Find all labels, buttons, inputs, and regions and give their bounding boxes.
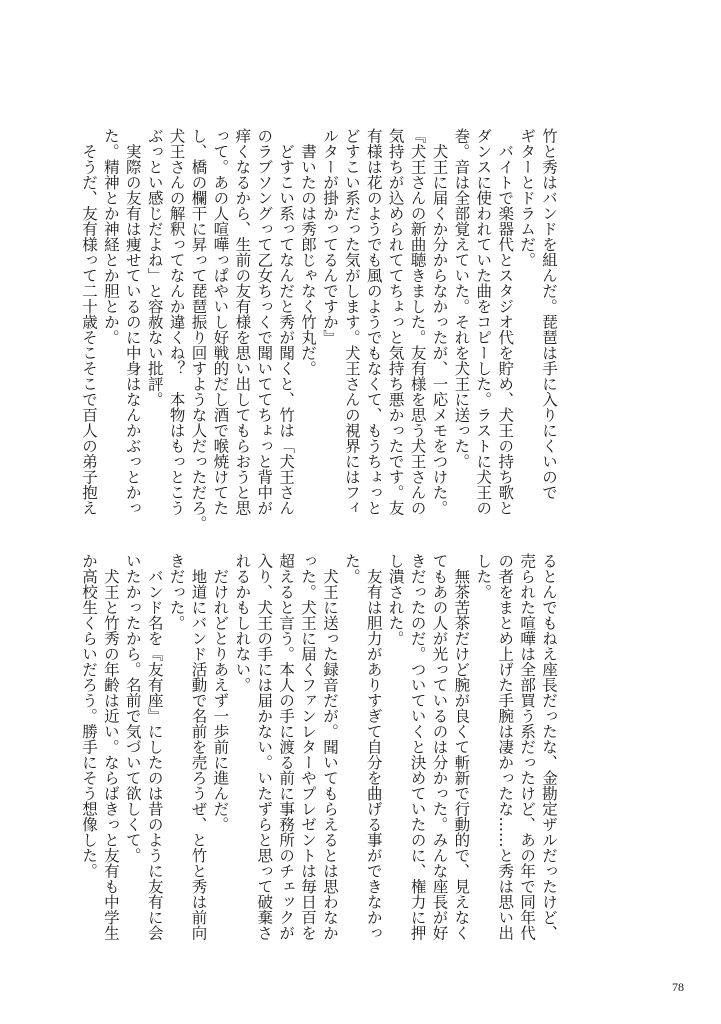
text-column: ぶっとい感じだよね」と容赦ない批評。 [145, 128, 164, 407]
text-column: のラブソングって乙女ちっくで聞いててちょっと背中が [255, 128, 274, 516]
text-column: 地道にバンド活動で名前を売ろうぜ、と竹と秀は前向 [189, 553, 208, 941]
text-column: バイトで楽器代とスタジオ代を貯め、犬王の持ち歌と [496, 128, 515, 516]
text-column: って。あの人喧嘩っぱやいし好戦的だし酒で喉焼けてた [211, 128, 230, 516]
text-column: の者をまとめ上げた手腕は凄かったな……と秀は思い出 [496, 553, 515, 941]
text-column: 犬王と竹秀の年齢は近い。ならばきっと友有も中学生 [101, 553, 120, 941]
text-column: 入り、犬王の手には届かない。いたずらと思って破棄さ [255, 553, 274, 941]
text-column: 痒くなるから、生前の友有様を思い出してもらおうと思 [233, 128, 252, 516]
text-column: てもあの人が光っているのは分かった。みんな座長が好 [430, 553, 449, 941]
text-column: 犬王に届くか分からなかったが、一応メモをつけた。 [430, 128, 449, 516]
text-column: 有様は花のようでも風のようでもなくて、もうちょっと [364, 128, 383, 516]
text-column: ギターとドラムだ。 [518, 128, 537, 268]
text-column: どすこい系だった気がします。犬王さんの視界にはフィ [342, 128, 361, 516]
text-column: か高校生くらいだろう。勝手にそう想像した。 [79, 553, 98, 879]
text-column: 書いたのは秀郎じゃなく竹丸だ。 [299, 128, 318, 376]
text-column: し、橋の欄干に昇って琵琶振り回すような人だっただろ。 [189, 128, 208, 531]
text-column: そうだ、友有様って二十歳そこそこで百人の弟子抱え [79, 128, 98, 516]
text-column: し潰された。 [386, 553, 405, 646]
text-column: った。犬王に届くファンレターやプレゼントは毎日百を [299, 553, 318, 941]
text-column: ダンスに使われていた曲をコピーした。ラストに犬王の [474, 128, 493, 516]
text-column: れるかもしれない。 [233, 553, 252, 693]
text-column: 犬王さんの解釈ってなんか違くね？ 本物はもっとこう [167, 128, 186, 516]
text-column: どすこい系ってなんだと秀が聞くと、竹は「犬王さん [277, 128, 296, 516]
text-column: 実際の友有は痩せているのに中身はなんかぶっとかっ [123, 128, 142, 516]
text-column: ルターが掛かってるんですか』 [320, 128, 339, 345]
text-column: るとんでもねえ座長だったな、金勘定ザルだったけど、 [540, 553, 558, 941]
text-column: いたかったから。名前で気づいて欲しくて。 [123, 553, 142, 863]
upper-text-block [77, 128, 559, 531]
text-column: 気持ちが込められててちょっと気持ち悪かったです。友 [386, 128, 405, 516]
text-column: きだったのだ。ついていくと決めていたのに、権力に押 [408, 553, 427, 941]
text-column: 売られた喧嘩は全部買う系だったけど、あの年で同年代 [518, 553, 537, 941]
text-column: した。 [474, 553, 493, 600]
text-column: 無茶苦茶だけど腕が良くて斬新で行動的で、見えなく [452, 553, 471, 941]
text-column: 犬王に送った録音だが。聞いてもらえるとは思わなか [320, 553, 339, 941]
text-column: 超えると言う。本人の手に渡る前に事務所のチェックが [277, 553, 296, 941]
text-column: 竹と秀はバンドを組んだ。琵琶は手に入りにくいので [540, 128, 558, 500]
text-column: きだった。 [167, 553, 186, 631]
text-column: 友有は胆力がありすぎて自分を曲げる事ができなかっ [364, 553, 383, 941]
text-column: 巻。音は全部覚えていた。それを犬王に送った。 [452, 128, 471, 469]
text-column: バンド名を『友有座』にしたのは昔のように友有に会 [145, 553, 164, 941]
page-number: 78 [672, 980, 684, 994]
text-column: 『犬王さんの新曲聴きました。友有様を思う犬王さんの [408, 128, 427, 516]
text-column: だけれどとりあえず一歩前に進んだ。 [211, 553, 230, 832]
text-column: た。精神とか神経とか胆とか。 [101, 128, 120, 345]
text-column: た。 [342, 553, 361, 584]
lower-text-block [77, 553, 559, 945]
